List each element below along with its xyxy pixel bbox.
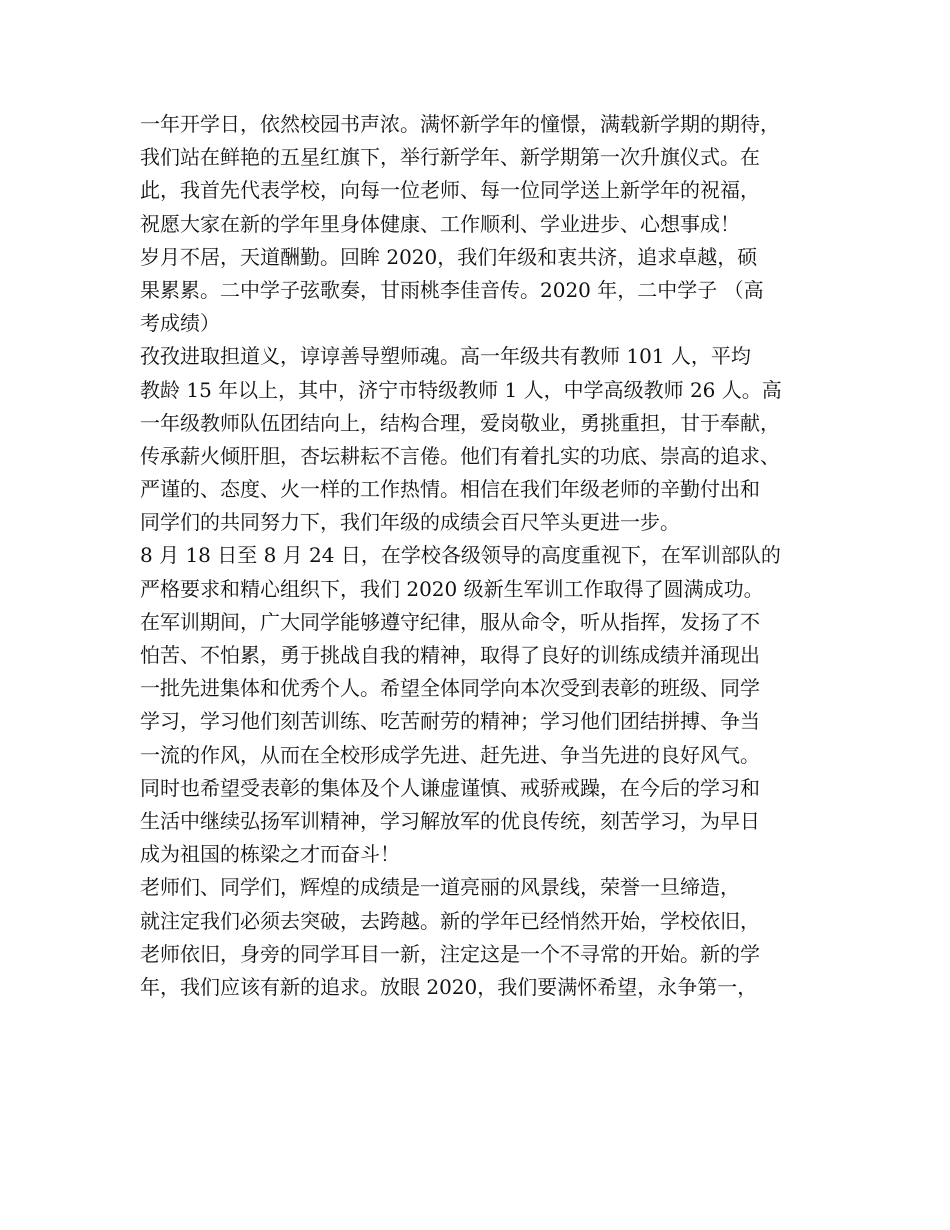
text-line: 一流的作风，从而在全校形成学先进、赶先进、争当先进的良好风气。 (140, 742, 760, 767)
text-line: 生活中继续弘扬军训精神，学习解放军的优良传统，刻苦学习，为早日 (140, 808, 760, 833)
text-line: 一年级教师队伍团结向上，结构合理，爱岗敬业，勇挑重担，甘于奉献， (140, 410, 780, 435)
text-line: 教龄 15 年以上，其中，济宁市特级教师 1 人，中学高级教师 26 人。高 (140, 377, 782, 402)
text-line: 学习，学习他们刻苦训练、吃苦耐劳的精神；学习他们团结拼搏、争当 (140, 709, 760, 734)
text-line: 同时也希望受表彰的集体及个人谦虚谨慎、戒骄戒躁，在今后的学习和 (140, 775, 760, 800)
text-line: 怕苦、不怕累，勇于挑战自我的精神，取得了良好的训练成绩并涌现出 (140, 643, 760, 667)
text-line: 传承薪火倾肝胆，杏坛耕耘不言倦。他们有着扎实的功底、崇高的追求、 (140, 443, 780, 468)
text-line: 成为祖国的栋梁之才而奋斗！ (140, 842, 400, 867)
text-line: 在军训期间，广大同学能够遵守纪律，服从命令，听从指挥，发扬了不 (140, 609, 760, 634)
text-line: 一批先进集体和优秀个人。希望全体同学向本次受到表彰的班级、同学 (140, 676, 760, 701)
text-line: 年，我们应该有新的追求。放眼 2020，我们要满怀希望，永争第一， (140, 974, 758, 999)
text-line: 果累累。二中学子弦歌奏，甘雨桃李佳音传。2020 年，二中学子 （高 (140, 277, 764, 302)
text-line: 我们站在鲜艳的五星红旗下，举行新学年、新学期第一次升旗仪式。在 (140, 145, 760, 170)
text-line: 老师依旧，身旁的同学耳目一新，注定这是一个不寻常的开始。新的学 (140, 941, 760, 966)
text-line: 老师们、同学们，辉煌的成绩是一道亮丽的风景线，荣誉一旦缔造， (140, 875, 740, 900)
text-line: 祝愿大家在新的学年里身体健康、工作顺利、学业进步、心想事成！ (140, 211, 740, 236)
text-line: 8 月 18 日至 8 月 24 日，在学校各级领导的高度重视下，在军训部队的 (140, 543, 781, 568)
text-line: 同学们的共同努力下，我们年级的成绩会百尺竿头更进一步。 (140, 510, 680, 535)
text-line: 此，我首先代表学校，向每一位老师、每一位同学送上新学年的祝福， (140, 178, 760, 203)
text-line: 考成绩） (140, 311, 220, 336)
text-line: 严谨的、态度、火一样的工作热情。相信在我们年级老师的辛勤付出和 (140, 477, 760, 502)
text-line: 一年开学日，依然校园书声浓。满怀新学年的憧憬，满载新学期的期待， (140, 112, 780, 136)
text-line: 严格要求和精心组织下，我们 2020 级新生军训工作取得了圆满成功。 (140, 576, 764, 601)
text-line: 孜孜进取担道义，谆谆善导塑师魂。高一年级共有教师 101 人，平均 (140, 344, 751, 369)
document-body (140, 108, 830, 1004)
text-line: 就注定我们必须去突破，去跨越。新的学年已经悄然开始，学校依旧， (140, 908, 760, 933)
text-line: 岁月不居，天道酬勤。回眸 2020，我们年级和衷共济，追求卓越，硕 (140, 244, 758, 269)
